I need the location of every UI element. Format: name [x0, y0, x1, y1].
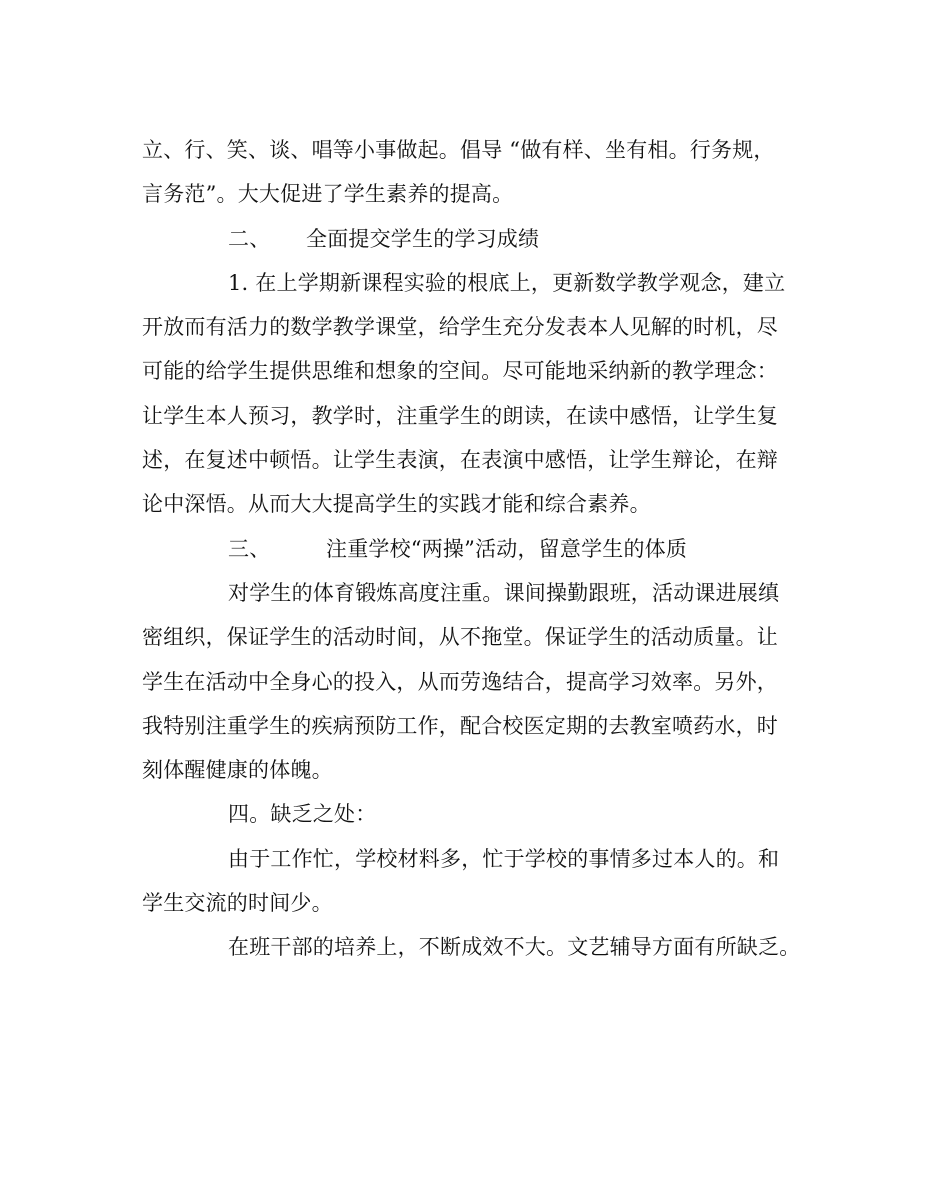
paragraph-line: 在班干部的培养上，不断成效不大。文艺辅导方面有所缺乏。 — [228, 935, 801, 960]
paragraph-line: 学生交流的时间少。 — [142, 891, 333, 916]
section-heading-2 — [142, 217, 822, 261]
paragraph-line: 密组织，保证学生的活动时间，从不拖堂。保证学生的活动质量。让 — [142, 625, 778, 650]
paragraph-line: 我特别注重学生的疾病预防工作，配合校医定期的去教室喷药水，时 — [142, 713, 778, 738]
paragraph-line: 对学生的体育锻炼高度注重。课间操勤跟班，活动课进展缜 — [228, 580, 780, 605]
paragraph-line: 述，在复述中顿悟。让学生表演，在表演中感悟，让学生辩论，在辩 — [142, 448, 778, 473]
section-number: 三、 — [228, 536, 271, 561]
paragraph-line: 立、行、笑、谈、唱等小事做起。倡导 “做有样、坐有相。行务规， — [142, 138, 775, 162]
document-body — [142, 128, 822, 970]
paragraph-line: 学生在活动中全身心的投入，从而劳逸结合，提高学习效率。另外， — [142, 669, 778, 694]
section-heading-4: 四。缺乏之处： — [228, 802, 377, 827]
paragraph-line: 可能的给学生提供思维和想象的空间。尽可能地采纳新的教学理念： — [142, 359, 778, 384]
paragraph-line: 刻体醒健康的体魄。 — [142, 758, 333, 783]
paragraph-line: 1. 在上学期新课程实验的根底上，更新数学教学观念，建立 — [228, 270, 786, 295]
section-title: 全面提交学生的学习成绩 — [306, 226, 540, 251]
section-title: 注重学校“两操”活动，留意学生的体质 — [326, 536, 688, 561]
paragraph-line: 论中深悟。从而大大提高学生的实践才能和综合素养。 — [142, 492, 651, 517]
paragraph-line: 让学生本人预习，教学时，注重学生的朗读，在读中感悟，让学生复 — [142, 403, 778, 428]
section-heading-3 — [142, 527, 822, 571]
paragraph-line: 开放而有活力的数学教学课堂，给学生充分发表本人见解的时机，尽 — [142, 315, 778, 340]
paragraph-line: 言务范”。大大促进了学生素养的提高。 — [142, 182, 514, 207]
paragraph-line: 由于工作忙，学校材料多，忙于学校的事情多过本人的。和 — [228, 846, 780, 871]
section-number: 二、 — [228, 226, 271, 251]
